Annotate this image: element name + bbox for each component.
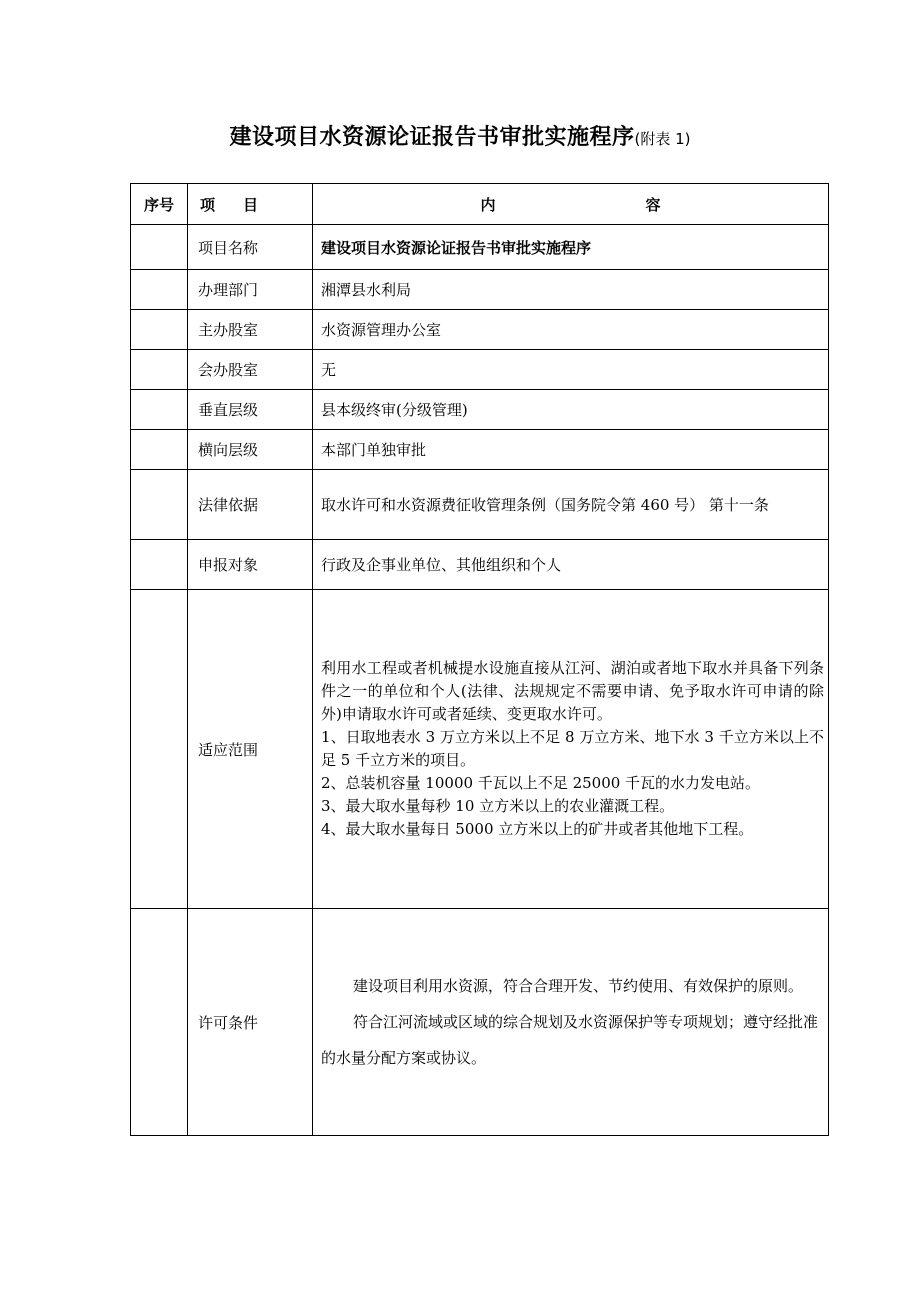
scope-item: 4、最大取水量每日 5000 立方米以上的矿井或者其他地下工程。 [321, 820, 754, 838]
seq-cell [131, 225, 188, 270]
header-content-char2: 容 [645, 195, 661, 214]
scope-item: 3、最大取水量每秒 10 立方米以上的农业灌溉工程。 [321, 797, 675, 815]
conditions-content [313, 909, 829, 1136]
seq-cell [131, 310, 188, 350]
row-value: 湘潭县水利局 [313, 270, 829, 310]
seq-cell [131, 540, 188, 590]
seq-cell [131, 909, 188, 1136]
row-value: 本部门单独审批 [313, 430, 829, 470]
header-item-char2: 目 [243, 195, 259, 214]
table-row [131, 430, 829, 470]
scope-content [313, 590, 829, 909]
row-label: 申报对象 [188, 540, 313, 590]
row-label: 横向层级 [188, 430, 313, 470]
row-label: 主办股室 [188, 310, 313, 350]
conditions-row [131, 909, 829, 1136]
row-value: 水资源管理办公室 [313, 310, 829, 350]
row-label: 项目名称 [188, 225, 313, 270]
header-row [131, 184, 829, 225]
title-annex-note: (附表 1) [634, 130, 691, 148]
row-value: 取水许可和水资源费征收管理条例（国务院令第 460 号） 第十一条 [313, 470, 829, 540]
header-content-char1: 内 [480, 195, 496, 214]
seq-cell [131, 270, 188, 310]
table-row [131, 470, 829, 540]
document-title [0, 120, 920, 151]
row-value: 县本级终审(分级管理) [313, 390, 829, 430]
conditions-paragraph: 建设项目利用水资源，符合合理开发、节约使用、有效保护的原则。 [353, 977, 804, 995]
header-seq: 序号 [131, 184, 188, 225]
row-label: 垂直层级 [188, 390, 313, 430]
table-row [131, 540, 829, 590]
row-value: 建设项目水资源论证报告书审批实施程序 [313, 225, 829, 270]
conditions-label: 许可条件 [188, 909, 313, 1136]
scope-row [131, 590, 829, 909]
scope-paragraph: 利用水工程或者机械提水设施直接从江河、湖泊或者地下取水并具备下列条件之一的单位和个人(法律、法规规定不需要申请、免予取水许可申请的除外)申请取水许可或者延续、变更取水许可。 [321, 659, 824, 723]
scope-label: 适应范围 [188, 590, 313, 909]
header-item-char1: 项 [200, 195, 216, 214]
seq-cell [131, 390, 188, 430]
table-row [131, 350, 829, 390]
seq-cell [131, 590, 188, 909]
scope-item: 1、日取地表水 3 万立方米以上不足 8 万立方米、地下水 3 千立方米以上不足 5 千立方米的项目。 [321, 728, 824, 769]
procedure-table [130, 183, 829, 1136]
seq-cell [131, 470, 188, 540]
table-row [131, 270, 829, 310]
table-row [131, 310, 829, 350]
table-row [131, 225, 829, 270]
header-item [188, 184, 313, 225]
header-content [313, 184, 829, 225]
row-value: 行政及企事业单位、其他组织和个人 [313, 540, 829, 590]
title-main: 建设项目水资源论证报告书审批实施程序 [229, 125, 635, 150]
row-value: 无 [313, 350, 829, 390]
row-label: 会办股室 [188, 350, 313, 390]
row-label: 法律依据 [188, 470, 313, 540]
seq-cell [131, 430, 188, 470]
row-label: 办理部门 [188, 270, 313, 310]
table-row [131, 390, 829, 430]
seq-cell [131, 350, 188, 390]
scope-item: 2、总装机容量 10000 千瓦以上不足 25000 千瓦的水力发电站。 [321, 774, 761, 792]
conditions-paragraph: 符合江河流域或区域的综合规划及水资源保护等专项规划；遵守经批准的水量分配方案或协议。 [321, 1013, 819, 1067]
